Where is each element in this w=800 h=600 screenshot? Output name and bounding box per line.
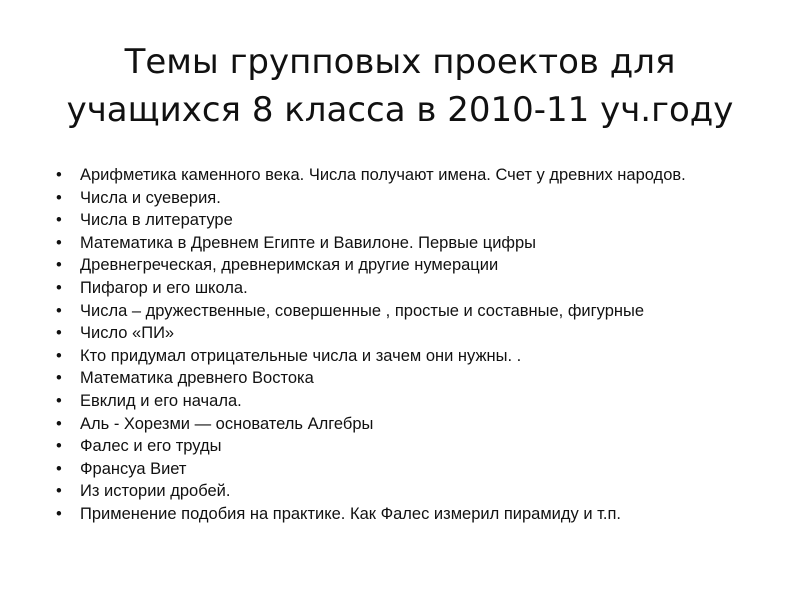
- topic-text: Пифагор и его школа.: [80, 278, 248, 297]
- topic-item: [56, 415, 756, 434]
- topic-item: [56, 189, 756, 208]
- topic-item: [56, 392, 756, 411]
- topic-item: [56, 324, 756, 343]
- topic-item: [56, 166, 756, 185]
- topic-text: Числа и суеверия.: [80, 188, 221, 207]
- bullet-icon: •: [56, 233, 62, 252]
- topic-item: [56, 256, 756, 275]
- topic-text: Кто придумал отрицательные числа и зачем они нужны. .: [80, 346, 522, 365]
- topic-text: Математика в Древнем Египте и Вавилоне. Первые цифры: [80, 233, 537, 252]
- topic-text: Франсуа Виет: [80, 459, 187, 478]
- topic-item: [56, 302, 756, 321]
- topic-text: Число «ПИ»: [80, 324, 175, 343]
- topic-item: [56, 505, 756, 524]
- topic-text: Применение подобия на практике. Как Фалес измерил пирамиду и т.п.: [80, 504, 621, 523]
- topic-item: [56, 369, 756, 388]
- bullet-icon: •: [56, 188, 62, 207]
- topic-item: [56, 437, 756, 456]
- slide-title: [0, 38, 800, 134]
- bullet-icon: •: [56, 504, 62, 523]
- topic-text: Числа – дружественные, совершенные , простые и составные, фигурные: [80, 301, 645, 320]
- topic-text: Древнегреческая, древнеримская и другие нумерации: [80, 256, 499, 275]
- bullet-icon: •: [56, 437, 62, 456]
- bullet-icon: •: [56, 324, 62, 343]
- bullet-icon: •: [56, 391, 62, 410]
- bullet-icon: •: [56, 278, 62, 297]
- bullet-icon: •: [56, 166, 62, 184]
- topic-item: [56, 234, 756, 253]
- bullet-icon: •: [56, 414, 62, 433]
- topic-item: [56, 482, 756, 501]
- bullet-icon: •: [56, 301, 62, 320]
- topic-item: [56, 279, 756, 298]
- topic-item: [56, 211, 756, 230]
- slide-title-line-2: учащихся 8 класса в 2010-11 уч.году: [66, 90, 734, 130]
- bullet-icon: •: [56, 459, 62, 478]
- topic-text: Математика древнего Востока: [80, 369, 314, 388]
- topic-text: Евклид и его начала.: [80, 391, 242, 410]
- topic-item: [56, 347, 756, 366]
- bullet-icon: •: [56, 369, 62, 388]
- topic-text: Числа в литературе: [80, 211, 233, 230]
- bullet-icon: •: [56, 256, 62, 275]
- topic-text: Фалес и его труды: [80, 437, 222, 456]
- topic-text: Аль - Хорезми — основатель Алгебры: [80, 414, 374, 433]
- topic-text: Арифметика каменного века. Числа получают имена. Счет у древних народов.: [80, 166, 686, 184]
- bullet-icon: •: [56, 211, 62, 230]
- bullet-icon: •: [56, 346, 62, 365]
- topic-item: [56, 460, 756, 479]
- slide-title-line-1: Темы групповых проектов для: [124, 42, 676, 82]
- bullet-icon: •: [56, 482, 62, 501]
- topic-text: Из истории дробей.: [80, 482, 231, 501]
- topic-list: [56, 166, 756, 528]
